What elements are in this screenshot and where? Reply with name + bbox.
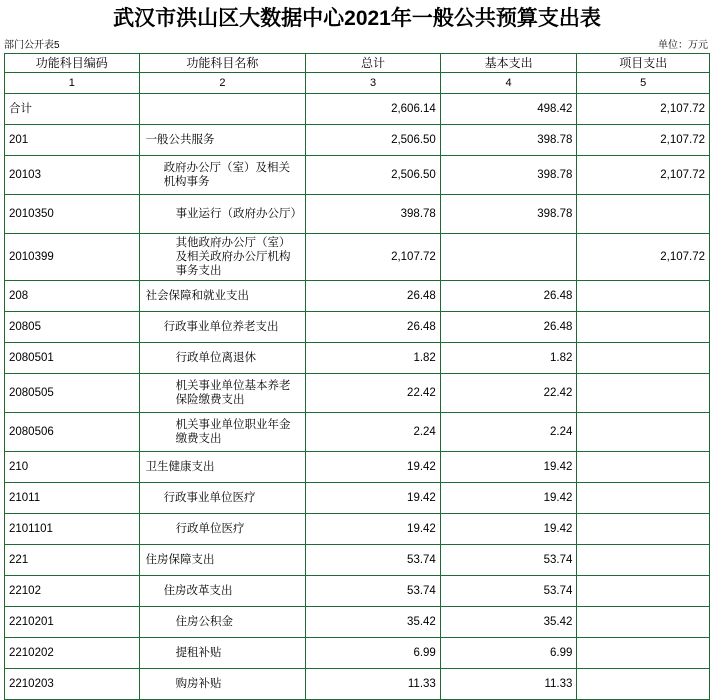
table-row [5,312,710,343]
page-title: 武汉市洪山区大数据中心2021年一般公共预算支出表 [113,7,601,30]
cell-project-expenditure [577,281,710,312]
cell-total: 2,606.14 [306,94,441,125]
table-row [5,452,710,483]
cell-name: 社会保障和就业支出 [139,281,306,312]
cell-basic-expenditure: 19.42 [440,452,577,483]
column-number-4: 4 [440,73,577,94]
cell-name: 住房保障支出 [139,545,306,576]
form-label: 部门公开表5 [4,40,60,51]
cell-total: 26.48 [306,312,441,343]
cell-project-expenditure [577,343,710,374]
cell-name: 购房补贴 [139,669,306,700]
cell-basic-expenditure: 6.99 [440,638,577,669]
table-row [5,195,710,234]
column-number-row [5,73,710,94]
cell-project-expenditure: 2,107.72 [577,125,710,156]
cell-name: 行政事业单位医疗 [139,483,306,514]
cell-name: 提租补贴 [139,638,306,669]
cell-name: 住房公积金 [139,607,306,638]
cell-basic-expenditure: 26.48 [440,281,577,312]
cell-project-expenditure [577,452,710,483]
cell-project-expenditure [577,669,710,700]
cell-name: 机关事业单位基本养老保险缴费支出 [139,374,306,413]
cell-project-expenditure [577,312,710,343]
column-header-project: 项目支出 [577,54,710,73]
table-row [5,669,710,700]
cell-code: 20103 [5,156,140,195]
cell-code: 2210201 [5,607,140,638]
cell-name: 行政事业单位养老支出 [139,312,306,343]
cell-code: 201 [5,125,140,156]
cell-total: 53.74 [306,545,441,576]
cell-project-expenditure [577,195,710,234]
cell-project-expenditure [577,413,710,452]
cell-total: 1.82 [306,343,441,374]
cell-basic-expenditure: 19.42 [440,514,577,545]
cell-code: 22102 [5,576,140,607]
cell-total: 2,107.72 [306,234,441,281]
cell-project-expenditure: 2,107.72 [577,156,710,195]
cell-project-expenditure [577,607,710,638]
cell-code: 221 [5,545,140,576]
column-header-code: 功能科目编码 [5,54,140,73]
column-number-2: 2 [139,73,306,94]
cell-name: 行政单位离退休 [139,343,306,374]
cell-basic-expenditure: 53.74 [440,545,577,576]
cell-basic-expenditure: 11.33 [440,669,577,700]
table-row [5,545,710,576]
table-body [5,94,710,700]
column-number-3: 3 [306,73,441,94]
cell-basic-expenditure: 53.74 [440,576,577,607]
cell-name: 一般公共服务 [139,125,306,156]
cell-total: 6.99 [306,638,441,669]
table-row [5,483,710,514]
cell-code: 2210203 [5,669,140,700]
budget-table [4,53,710,700]
table-row [5,413,710,452]
table-row [5,125,710,156]
cell-project-expenditure: 2,107.72 [577,94,710,125]
cell-project-expenditure [577,514,710,545]
cell-code: 2080506 [5,413,140,452]
cell-name: 事业运行（政府办公厅） [139,195,306,234]
table-row [5,234,710,281]
cell-basic-expenditure: 398.78 [440,125,577,156]
cell-project-expenditure [577,483,710,514]
table-row [5,374,710,413]
cell-basic-expenditure: 35.42 [440,607,577,638]
cell-total: 2.24 [306,413,441,452]
table-row [5,576,710,607]
cell-basic-expenditure: 22.42 [440,374,577,413]
table-row [5,514,710,545]
cell-code: 2010399 [5,234,140,281]
cell-project-expenditure: 2,107.72 [577,234,710,281]
cell-total: 2,506.50 [306,156,441,195]
cell-basic-expenditure [440,234,577,281]
column-header-total: 总计 [306,54,441,73]
cell-name: 卫生健康支出 [139,452,306,483]
cell-code: 210 [5,452,140,483]
cell-total: 2,506.50 [306,125,441,156]
cell-name: 行政单位医疗 [139,514,306,545]
cell-code: 合计 [5,94,140,125]
cell-basic-expenditure: 2.24 [440,413,577,452]
table-row [5,607,710,638]
cell-name: 住房改革支出 [139,576,306,607]
cell-code: 2080501 [5,343,140,374]
cell-basic-expenditure: 398.78 [440,195,577,234]
cell-code: 2210202 [5,638,140,669]
cell-project-expenditure [577,374,710,413]
cell-basic-expenditure: 1.82 [440,343,577,374]
cell-code: 2010350 [5,195,140,234]
cell-name: 政府办公厅（室）及相关机构事务 [139,156,306,195]
column-header-basic: 基本支出 [440,54,577,73]
column-number-5: 5 [577,73,710,94]
cell-name [139,94,306,125]
cell-total: 19.42 [306,483,441,514]
table-header [5,54,710,94]
cell-basic-expenditure: 498.42 [440,94,577,125]
cell-total: 19.42 [306,452,441,483]
cell-basic-expenditure: 398.78 [440,156,577,195]
cell-total: 19.42 [306,514,441,545]
cell-total: 53.74 [306,576,441,607]
table-row [5,94,710,125]
cell-code: 20805 [5,312,140,343]
cell-total: 398.78 [306,195,441,234]
cell-project-expenditure [577,545,710,576]
cell-code: 208 [5,281,140,312]
subheader [0,36,714,53]
table-row [5,343,710,374]
cell-basic-expenditure: 19.42 [440,483,577,514]
cell-total: 35.42 [306,607,441,638]
column-number-1: 1 [5,73,140,94]
table-row [5,281,710,312]
header-row [5,54,710,73]
cell-total: 22.42 [306,374,441,413]
cell-project-expenditure [577,576,710,607]
cell-code: 2080505 [5,374,140,413]
column-header-name: 功能科目名称 [139,54,306,73]
cell-name: 其他政府办公厅（室）及相关政府办公厅机构事务支出 [139,234,306,281]
cell-name: 机关事业单位职业年金缴费支出 [139,413,306,452]
table-row [5,156,710,195]
unit-label: 单位：万元 [658,40,708,51]
cell-code: 2101101 [5,514,140,545]
cell-basic-expenditure: 26.48 [440,312,577,343]
cell-code: 21011 [5,483,140,514]
cell-total: 11.33 [306,669,441,700]
cell-total: 26.48 [306,281,441,312]
